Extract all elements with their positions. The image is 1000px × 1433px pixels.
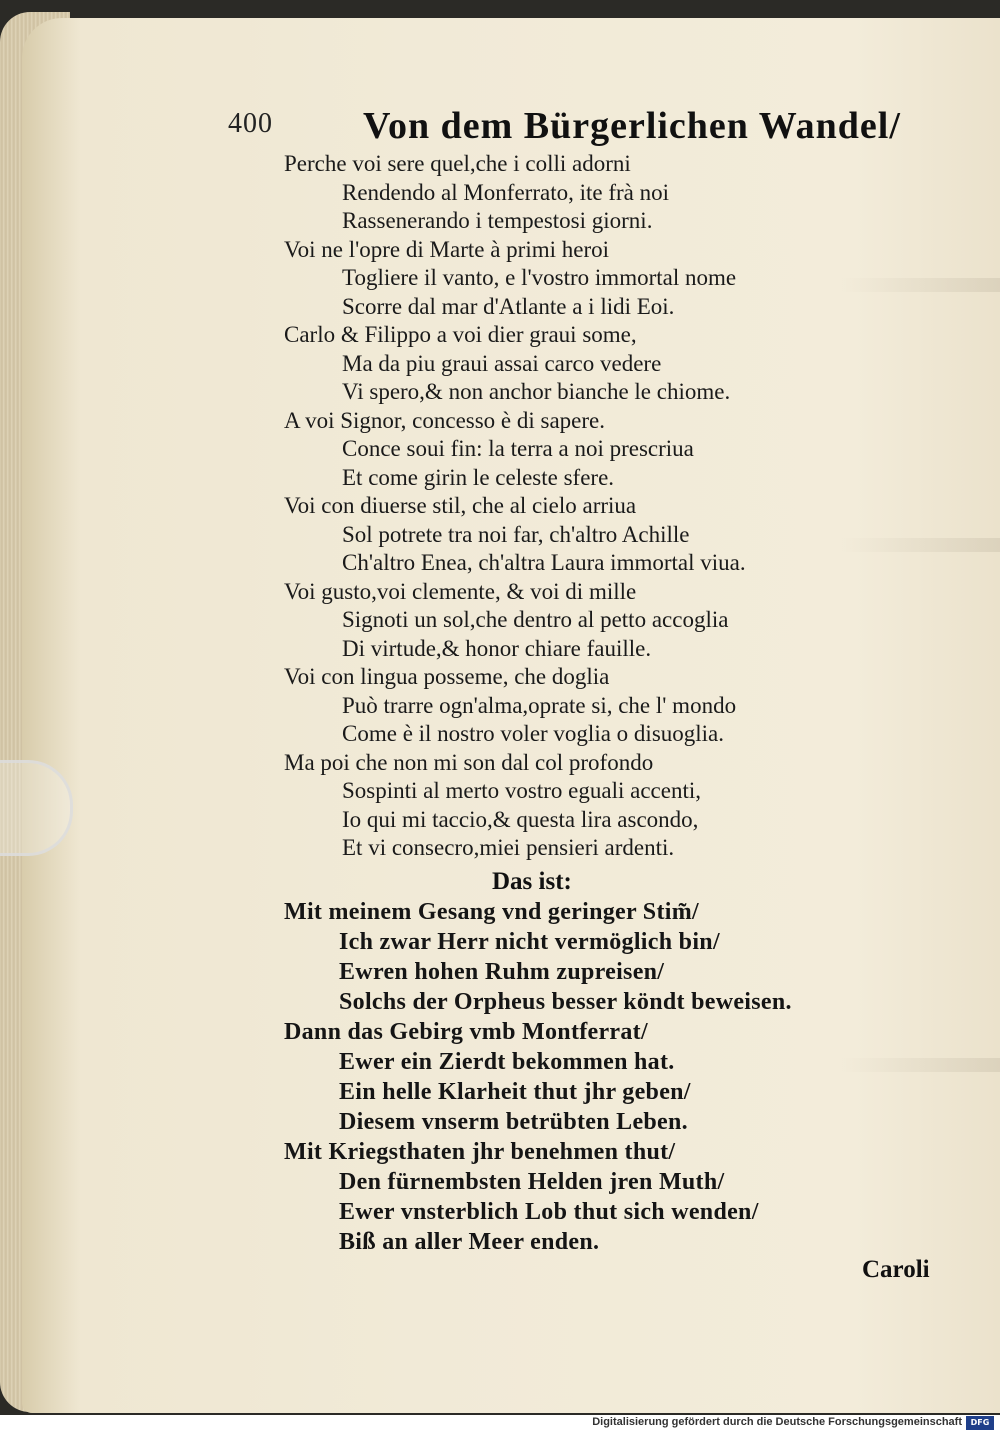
verse-line: Den fürnembsten Helden jren Muth/ bbox=[339, 1169, 725, 1195]
italian-poem bbox=[284, 150, 844, 863]
verse-line: Voi gusto,voi clemente, & voi di mille bbox=[284, 578, 637, 604]
dfg-logo: DFG bbox=[966, 1416, 994, 1430]
verse-line: Diesem vnserm betrübten Leben. bbox=[339, 1109, 688, 1135]
verse-line: Voi con diuerse stil, che al cielo arriua bbox=[284, 493, 637, 518]
verse-line: Ma da piu graui assai carco vedere bbox=[342, 350, 662, 376]
bleed-through-mark bbox=[840, 1058, 1000, 1072]
verse-line: Rassenerando i tempestosi giorni. bbox=[342, 208, 653, 233]
running-title: Von dem Bürgerlichen Wandel/ bbox=[363, 105, 901, 147]
verse-line: Sospinti al merto vostro eguali accenti, bbox=[342, 778, 701, 803]
verse-line: Rendendo al Monferrato, ite frà noi bbox=[342, 179, 669, 205]
verse-line: Ewren hohen Ruhm zupreisen/ bbox=[339, 959, 665, 985]
bleed-through-mark bbox=[840, 538, 1000, 552]
verse-line: Io qui mi taccio,& questa lira ascondo, bbox=[342, 806, 699, 832]
verse-line: Può trarre ogn'alma,oprate si, che l' mondo bbox=[342, 692, 737, 718]
verse-line: Ich zwar Herr nicht vermöglich bin/ bbox=[339, 929, 720, 955]
verse-line: Come è il nostro voler voglia o disuoglia. bbox=[342, 721, 725, 746]
page-number: 400 bbox=[228, 108, 273, 139]
verse-line: Mit Kriegsthaten jhr benehmen thut/ bbox=[284, 1139, 676, 1165]
verse-line: Di virtude,& honor chiare fauille. bbox=[342, 635, 652, 661]
verse-line: Et vi consecro,miei pensieri ardenti. bbox=[342, 835, 675, 860]
verse-line: A voi Signor, concesso è di sapere. bbox=[284, 407, 606, 433]
verse-line: Signoti un sol,che dentro al petto accoglia bbox=[342, 607, 729, 632]
verse-line: Conce soui fin: la terra a noi prescriua bbox=[342, 436, 694, 461]
verse-line: Perche voi sere quel,che i colli adorni bbox=[284, 151, 631, 176]
verse-line: Ma poi che non mi son dal col profondo bbox=[284, 749, 654, 775]
footer-credit: Digitalisierung gefördert durch die Deutsche Forschungsgemeinschaft bbox=[592, 1416, 962, 1428]
verse-line: Sol potrete tra noi far, ch'altro Achille bbox=[342, 521, 690, 547]
verse-line: Et come girin le celeste sfere. bbox=[342, 464, 615, 490]
verse-line: Voi con lingua posseme, che doglia bbox=[284, 664, 610, 689]
verse-line: Voi ne l'opre di Marte à primi heroi bbox=[284, 236, 609, 262]
translation-label: Das ist: bbox=[492, 868, 572, 895]
verse-line: Carlo & Filippo a voi dier graui some, bbox=[284, 322, 637, 347]
verse-line: Ein helle Klarheit thut jhr geben/ bbox=[339, 1079, 691, 1105]
verse-line: Ch'altro Enea, ch'altra Laura immortal viua. bbox=[342, 550, 746, 575]
verse-line: Scorre dal mar d'Atlante a i lidi Eoi. bbox=[342, 293, 675, 319]
verse-line: Ewer ein Zierdt bekommen hat. bbox=[339, 1049, 675, 1075]
verse-line: Dann das Gebirg vmb Montferrat/ bbox=[284, 1019, 648, 1045]
verse-line: Ewer vnsterblich Lob thut sich wenden/ bbox=[339, 1199, 759, 1225]
verse-line: Biß an aller Meer enden. bbox=[339, 1229, 600, 1255]
digitization-footer bbox=[0, 1415, 1000, 1433]
bleed-through-mark bbox=[840, 278, 1000, 292]
german-poem bbox=[284, 897, 792, 1257]
verse-line: Vi spero,& non anchor bianche le chiome. bbox=[342, 379, 731, 404]
catchword: Caroli bbox=[862, 1256, 930, 1283]
page-header bbox=[228, 104, 901, 154]
verse-line: Togliere il vanto, e l'vostro immortal nome bbox=[342, 265, 737, 290]
verse-line: Mit meinem Gesang vnd geringer Stim̃/ bbox=[284, 899, 699, 925]
verse-line: Solchs der Orpheus besser köndt beweisen. bbox=[339, 989, 792, 1015]
